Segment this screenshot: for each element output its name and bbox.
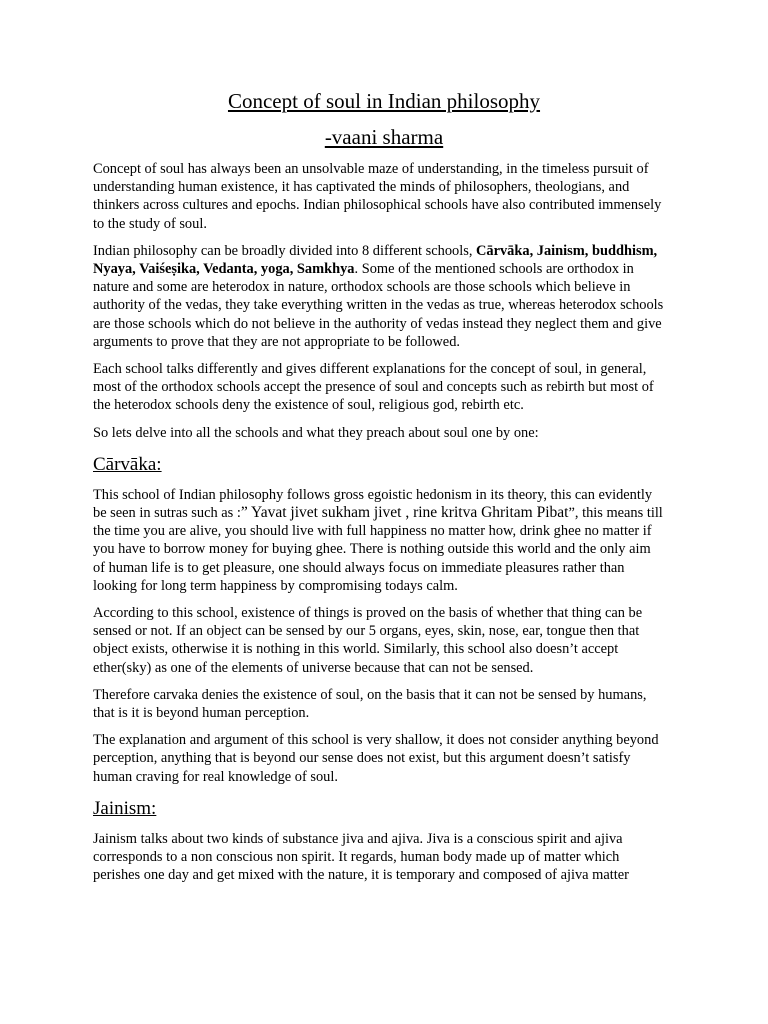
jainism-paragraph-1: Jainism talks about two kinds of substance jiva and ajiva. Jiva is a conscious spirit and ajiva corresponds to a non conscious non spirit. It regards, human body made up of matter which perishes one day and get mixed with the nature, it is temporary and composed of ajiva matter (93, 830, 629, 884)
carvaka-paragraph-2: According to this school, existence of things is proved on the basis of whether that thing can be sensed or not. If an object can be sensed by our 5 organs, eyes, skin, nose, ear, tongue then that object exists, otherwise it is nothing in this world. Similarly, this school also doesn’t accept ether(sky) as one of the elements of universe because that can not be sensed. (93, 605, 643, 676)
carvaka-paragraph-1 (93, 486, 665, 595)
delve-paragraph: So lets delve into all the schools and what they preach about soul one by one: (93, 424, 539, 441)
jainism-heading: Jainism: (93, 797, 157, 819)
schools-list: Cārvāka, Jainism, buddhism, Nyaya, Vaiśeṣika, Vedanta, yoga, Samkhya (93, 242, 658, 278)
document-title: Concept of soul in Indian philosophy (227, 89, 541, 113)
schools-paragraph (93, 242, 665, 351)
carvaka-paragraph-1-intro: This school of Indian philosophy follows gross egoistic hedonism in its theory, this can evidently be seen in sutras such as : (93, 486, 653, 522)
carvaka-heading: Cārvāka: (93, 453, 162, 475)
document-body (93, 160, 665, 885)
general-paragraph: Each school talks differently and gives different explanations for the concept of soul, in general, most of the orthodox schools accept the presence of soul and concepts such as rebirth but most of the heterodox schools deny the existence of soul, religious god, rebirth etc. (93, 361, 654, 414)
schools-paragraph-intro: Indian philosophy can be broadly divided into 8 different schools, (93, 242, 477, 259)
schools-paragraph-rest: . Some of the mentioned schools are orthodox in nature and some are heterodox in nature, orthodox schools are those schools which believe in authority of the vedas, they take everything written in the vedas as true, whereas heterodox schools are those schools which do not believe in the authority of vedas instead they neglect them and give arguments to prove that they are not appropriate to be followed. (93, 261, 664, 350)
carvaka-paragraph-4: The explanation and argument of this school is very shallow, it does not consider anything beyond perception, anything that is beyond our sense does not exist, but this argument doesn’t satisfy human craving for real knowledge of soul. (93, 732, 659, 785)
carvaka-paragraph-1-rest: ”, this means till the time you are alive, you should live with full happiness no matter how, drink ghee no matter if you have to borrow money for buying ghee. There is nothing outside this world and the only aim of human life is to get pleasure, one should always focus on immediate pleasures rather than looking for long term happiness by compromising todays calm. (93, 505, 663, 594)
document-author: -vaani sharma (324, 125, 444, 149)
sutra-quote: ” Yavat jivet sukham jivet , rine kritva Ghritam Pibat (240, 504, 569, 522)
intro-paragraph: Concept of soul has always been an unsolvable maze of understanding, in the timeless pursuit of understanding human existence, it has captivated the minds of philosophers, theologians, and thinkers across cultures and epochs. Indian philosophical schools have also contributed immensely to the study of soul. (93, 161, 662, 232)
carvaka-paragraph-3: Therefore carvaka denies the existence of soul, on the basis that it can not be sensed by humans, that is it is beyond human perception. (93, 686, 647, 722)
